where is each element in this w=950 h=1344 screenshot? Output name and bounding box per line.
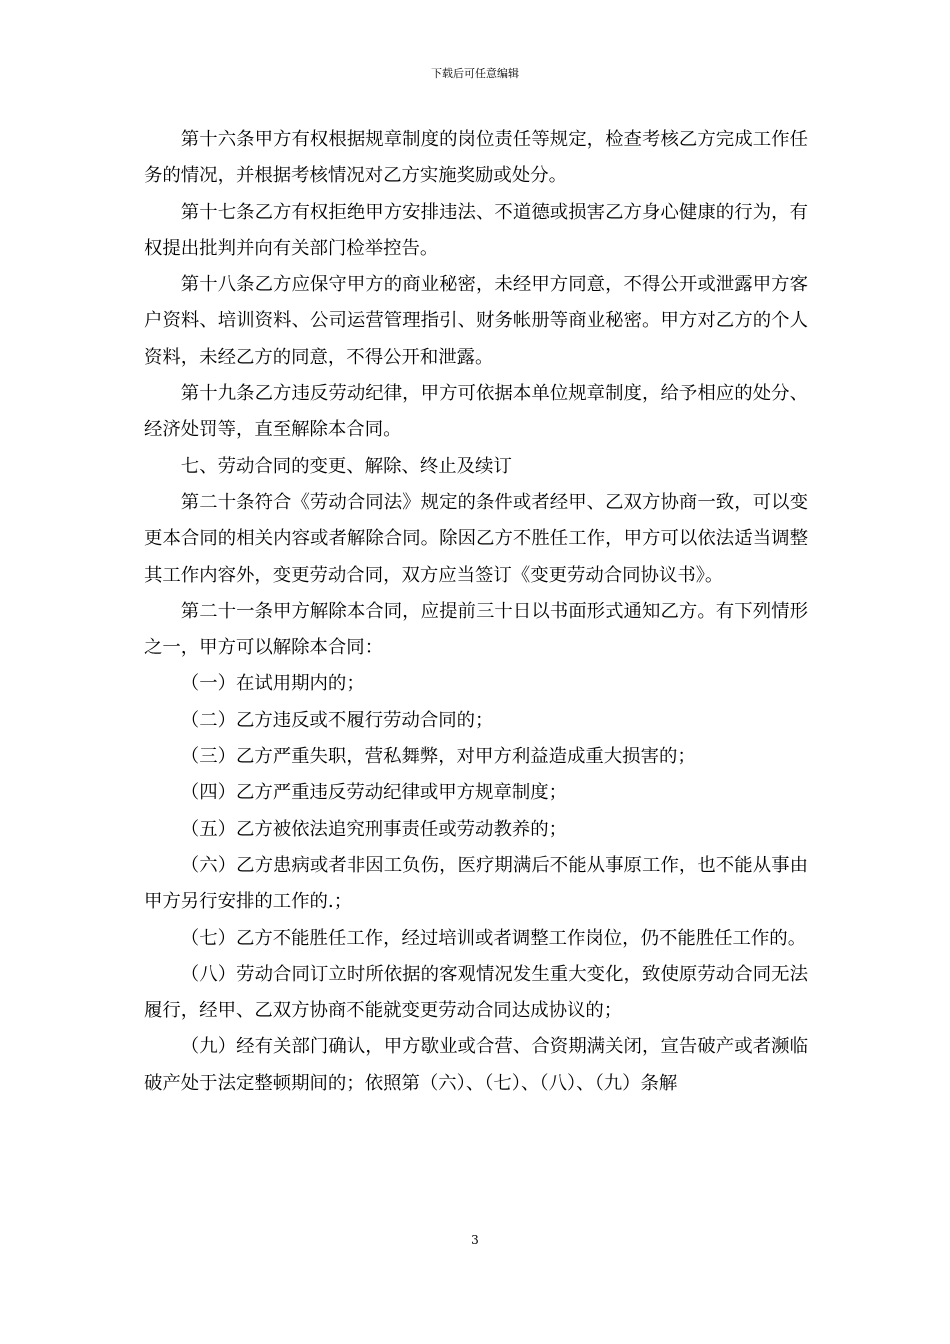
list-item-2: （二）乙方违反或不履行劳动合同的； [180,709,494,731]
list-item-6: （六）乙方患病或者非因工负伤，医疗期满后不能从事原工作，也不能从事由甲方另行安排的工作的.； [144,854,808,913]
paragraph-article-16: 第十六条甲方有权根据规章制度的岗位责任等规定，检查考核乙方完成工作任务的情况，并根据考核情况对乙方实施奖励或处分。 [144,129,808,187]
section-heading-7: 七、劳动合同的变更、解除、终止及续订 [180,455,512,477]
list-item-1: （一）在试用期内的； [180,673,365,695]
paragraph-article-21: 第二十一条甲方解除本合同，应提前三十日以书面形式通知乙方。有下列情形之一，甲方可以解除本合同： [144,600,808,659]
paragraph-article-19: 第十九条乙方违反劳动纪律，甲方可依据本单位规章制度，给予相应的处分、经济处罚等，直至解除本合同。 [144,383,808,441]
paragraph-article-17: 第十七条乙方有权拒绝甲方安排违法、不道德或损害乙方身心健康的行为，有权提出批判并向有关部门检举控告。 [144,201,808,259]
list-item-4: （四）乙方严重违反劳动纪律或甲方规章制度； [180,782,568,804]
paragraph-article-18: 第十八条乙方应保守甲方的商业秘密，未经甲方同意，不得公开或泄露甲方客户资料、培训资料、公司运营管理指引、财务帐册等商业秘密。甲方对乙方的个人资料，未经乙方的同意，不得公开和泄露。 [144,274,808,368]
paragraph-article-20: 第二十条符合《劳动合同法》规定的条件或者经甲、乙双方协商一致，可以变更本合同的相关内容或者解除合同。除因乙方不胜任工作，甲方可以依法适当调整其工作内容外，变更劳动合同，双方应当签订《变更劳动合同协议书》。 [144,491,808,586]
document-body [144,122,808,1102]
list-item-7: （七）乙方不能胜任工作，经过培训或者调整工作岗位，仍不能胜任工作的。 [180,927,807,949]
list-item-3: （三）乙方严重失职，营私舞弊，对甲方利益造成重大损害的； [180,746,696,768]
page-number: 3 [471,1233,479,1247]
list-item-5: （五）乙方被依法追究刑事责任或劳动教养的； [180,818,568,840]
page-header-note: 下载后可任意编辑 [431,67,519,80]
list-item-8: （八）劳动合同订立时所依据的客观情况发生重大变化，致使原劳动合同无法履行，经甲、乙双方协商不能就变更劳动合同达成协议的； [144,963,808,1022]
list-item-9: （九）经有关部门确认，甲方歇业或合营、合资期满关闭，宣告破产或者濒临破产处于法定整顿期间的；依照第（六）、（七）、（八）、（九）条解 [144,1036,808,1094]
